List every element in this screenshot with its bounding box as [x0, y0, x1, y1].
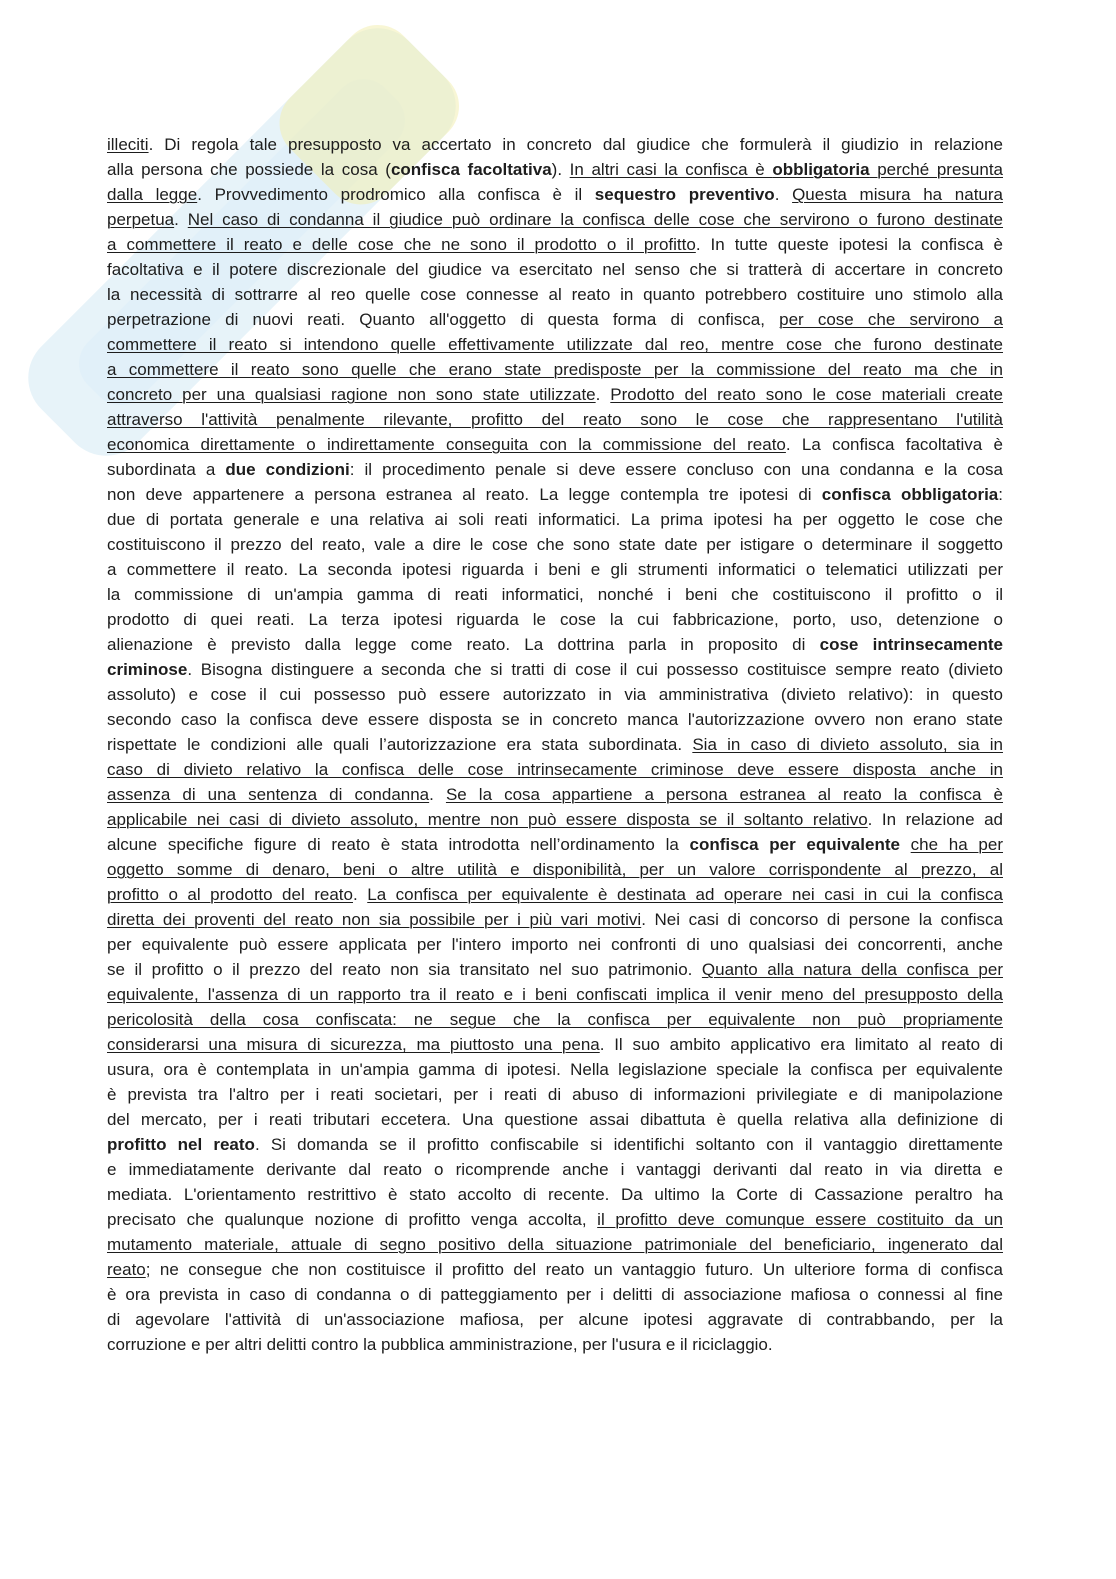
underlined-text: diretta dei proventi del reato non sia possibile per i più vari motivi	[107, 910, 642, 929]
text-run: due di portata generale e una relativa ai soli reati informatici. La prima ipotesi ha per oggetto le cose che	[107, 510, 1003, 529]
text-run: usura, ora è contemplata in un'ampia gamma di ipotesi. Nella legislazione speciale la confisca per equivalente	[107, 1060, 1003, 1079]
text-line	[107, 382, 1003, 407]
text-line	[107, 882, 1003, 907]
text-run: se il profitto o il prezzo del reato non sia transitato nel suo patrimonio.	[107, 960, 702, 979]
text-line	[107, 732, 1003, 757]
text-line	[107, 1307, 1003, 1332]
text-line	[107, 357, 1003, 382]
text-run: costituiscono il prezzo del reato, vale a dire le cose che sono state date per istigare o determinare il soggetto	[107, 535, 1003, 554]
text-line	[107, 532, 1003, 557]
text-run: facoltativa e il potere discrezionale del giudice va esercitato nel senso che si tratterà di accertare in concreto	[107, 260, 1003, 279]
underlined-text: applicabile nei casi di divieto assoluto, mentre non può essere disposta se il soltanto relativo	[107, 810, 868, 829]
underlined-text: a commettere il reato e delle cose che ne sono il prodotto o il profitto	[107, 235, 696, 254]
bold-term: obbligatoria	[772, 160, 870, 179]
text-line	[107, 307, 1003, 332]
text-run: rispettate le condizioni alle quali l’autorizzazione era stata subordinata.	[107, 735, 693, 754]
text-line	[107, 232, 1003, 257]
underlined-text: Prodotto del reato sono le cose materiali create	[610, 385, 1003, 404]
underlined-text: considerarsi una misura di sicurezza, ma piuttosto una pena	[107, 1035, 600, 1054]
text-line	[107, 657, 1003, 682]
text-line	[107, 907, 1003, 932]
text-line	[107, 632, 1003, 657]
text-line	[107, 807, 1003, 832]
text-line	[107, 682, 1003, 707]
text-line	[107, 1082, 1003, 1107]
underlined-text: Questa misura ha natura	[792, 185, 1003, 204]
bold-term: due condizioni	[225, 460, 350, 479]
underlined-text: pericolosità della cosa confiscata: ne segue che la confisca per equivalente non può propriamente	[107, 1010, 1003, 1029]
underlined-text: dalla legge	[107, 185, 198, 204]
underlined-text: che ha per	[910, 835, 1003, 854]
underlined-text: Sia in caso di divieto assoluto, sia in	[692, 735, 1003, 754]
text-line	[107, 607, 1003, 632]
bold-term: confisca per equivalente	[689, 835, 911, 854]
text-line	[107, 257, 1003, 282]
text-run: la necessità di sottrarre al reo quelle cose connesse al reato in quanto potrebbero costituire uno stimolo alla	[107, 285, 1003, 304]
text-line	[107, 457, 1003, 482]
text-line	[107, 707, 1003, 732]
text-run: .	[429, 785, 446, 804]
text-run: . Nei casi di concorso di persone la confisca	[641, 910, 1003, 929]
underlined-text: economica direttamente o indirettamente conseguita con la commissione del reato	[107, 435, 786, 454]
underlined-text: reato	[107, 1260, 146, 1279]
text-line	[107, 432, 1003, 457]
underlined-text: La confisca per equivalente è destinata ad operare nei casi in cui la confisca	[367, 885, 1004, 904]
underlined-text: illeciti	[107, 135, 149, 154]
text-run: .	[595, 385, 611, 404]
text-run: alcune specifiche figure di reato è stata introdotta nell’ordinamento la	[107, 835, 690, 854]
bold-term: criminose	[107, 660, 188, 679]
text-run: alienazione è previsto dalla legge come reato. La dottrina parla in proposito di	[107, 635, 820, 654]
underlined-text: assenza di una sentenza di condanna	[107, 785, 430, 804]
text-line	[107, 1032, 1003, 1057]
text-run: .	[353, 885, 368, 904]
text-run: prodotto di quei reati. La terza ipotesi riguarda le cose la cui fabbricazione, porto, uso, detenzione o	[107, 610, 1003, 629]
text-run: assoluto) e cose il cui possesso può essere autorizzato in via amministrativa (divieto relativo): in questo	[107, 685, 1003, 704]
text-line	[107, 832, 1003, 857]
text-line	[107, 857, 1003, 882]
bold-term: confisca facoltativa	[390, 160, 552, 179]
text-run: secondo caso la confisca deve essere disposta se in concreto manca l'autorizzazione ovvero non erano state	[107, 710, 1003, 729]
text-run: ).	[551, 160, 570, 179]
text-line	[107, 1232, 1003, 1257]
bold-term: confisca obbligatoria	[821, 485, 999, 504]
text-run: a commettere il reato. La seconda ipotesi riguarda i beni e gli strumenti informatici o telematici utilizzati per	[107, 560, 1003, 579]
underlined-text: Quanto alla natura della confisca per	[701, 960, 1003, 979]
underlined-text: a commettere il reato sono quelle che erano state predisposte per la commissione del reato ma che in	[107, 360, 1003, 379]
text-run: . Di regola tale presupposto va accertato in concreto dal giudice che formulerà il giudizio in relazione	[148, 135, 1003, 154]
text-line	[107, 332, 1003, 357]
text-line	[107, 207, 1003, 232]
text-line	[107, 407, 1003, 432]
underlined-text: caso di divieto relativo la confisca delle cose intrinsecamente criminose deve essere disposta anche in	[107, 760, 1003, 779]
text-line	[107, 757, 1003, 782]
underlined-text: mutamento materiale, attuale di segno positivo della situazione patrimoniale del beneficiario, ingenerato dal	[107, 1235, 1003, 1254]
underlined-text: In altri casi la confisca è	[569, 160, 773, 179]
text-run: non deve appartenere a persona estranea al reato. La legge contempla tre ipotesi di	[107, 485, 822, 504]
text-line	[107, 1107, 1003, 1132]
text-run: .	[774, 185, 793, 204]
text-line	[107, 507, 1003, 532]
text-run: subordinata a	[107, 460, 226, 479]
text-run: : il procedimento penale si deve essere concluso con una condanna e la cosa	[349, 460, 1004, 479]
bold-term: profitto nel reato	[107, 1135, 255, 1154]
text-run: di agevolare l'attività di un'associazione mafiosa, per alcune ipotesi aggravate di contrabbando, per la	[107, 1310, 1003, 1329]
text-run: . La confisca facoltativa è	[785, 435, 1003, 454]
text-line	[107, 157, 1003, 182]
text-run: è prevista tra l'altro per i reati societari, per i reati di abuso di informazioni privilegiate e di manipolazione	[107, 1085, 1003, 1104]
text-run: precisato che qualunque nozione di profitto venga accolta,	[107, 1210, 598, 1229]
text-line	[107, 1157, 1003, 1182]
text-run: e immediatamente derivante dal reato o ricomprende anche i vantaggi derivanti dal reato in via diretta e	[107, 1160, 1003, 1179]
document-body	[107, 132, 1003, 1357]
text-run: perpetrazione di nuovi reati. Quanto all'oggetto di questa forma di confisca,	[107, 310, 780, 329]
text-run: la commissione di un'ampia gamma di reati informatici, nonché i beni che costituiscono il profitto o il	[107, 585, 1003, 604]
underlined-text: Nel caso di condanna il giudice può ordinare la confisca delle cose che servirono o furono destinate	[187, 210, 1003, 229]
text-run: . Il suo ambito applicativo era limitato al reato di	[599, 1035, 1004, 1054]
text-run: . Si domanda se il profitto confiscabile si identifichi soltanto con il vantaggio direttamente	[254, 1135, 1003, 1154]
underlined-text: Se la cosa appartiene a persona estranea al reato la confisca è	[445, 785, 1003, 804]
text-run: alla persona che possiede la cosa (	[107, 160, 391, 179]
underlined-text: oggetto somme di denaro, beni o altre utilità e disponibilità, per un valore corrispondente al prezzo, al	[107, 860, 1003, 879]
text-line	[107, 1007, 1003, 1032]
text-run: . Bisogna distinguere a seconda che si tratti di cose il cui possesso costituisce sempre reato (divieto	[187, 660, 1003, 679]
text-line	[107, 1057, 1003, 1082]
text-run: . In tutte queste ipotesi la confisca è	[695, 235, 1003, 254]
underlined-text: commettere il reato si intendono quelle effettivamente utilizzate dal reo, mentre cose che furono destinate	[107, 335, 1003, 354]
text-run: . Provvedimento prodromico alla confisca è il	[197, 185, 595, 204]
underlined-text: attraverso l'attività penalmente rilevante, profitto del reato sono le cose che rappresentano l'utilità	[107, 410, 1003, 429]
text-run: :	[998, 485, 1003, 504]
underlined-text: equivalente, l'assenza di un rapporto tra il reato e i beni confiscati implica il venir meno del presupposto della	[107, 985, 1003, 1004]
underlined-text: perpetua	[107, 210, 175, 229]
text-run: del mercato, per i reati tributari eccetera. Una questione assai dibattuta è quella relativa alla definizione di	[107, 1110, 1003, 1129]
text-run: corruzione e per altri delitti contro la pubblica amministrazione, per l'usura e il riciclaggio.	[107, 1335, 773, 1354]
text-line	[107, 557, 1003, 582]
text-run: è ora prevista in caso di condanna o di patteggiamento per i delitti di associazione mafiosa o connessi al fine	[107, 1285, 1003, 1304]
text-line	[107, 1132, 1003, 1157]
underlined-text: il profitto deve comunque essere costituito da un	[597, 1210, 1003, 1229]
text-line	[107, 932, 1003, 957]
text-line	[107, 1207, 1003, 1232]
text-run: . In relazione ad	[867, 810, 1004, 829]
bold-term: cose intrinsecamente	[819, 635, 1003, 654]
text-line	[107, 132, 1003, 157]
text-line	[107, 782, 1003, 807]
text-line	[107, 282, 1003, 307]
text-line	[107, 582, 1003, 607]
text-line	[107, 957, 1003, 982]
text-run: ; ne consegue che non costituisce il profitto del reato un vantaggio futuro. Un ulteriore forma di confisca	[145, 1260, 1003, 1279]
text-line	[107, 1182, 1003, 1207]
underlined-text: profitto o al prodotto del reato	[107, 885, 353, 904]
text-run: per equivalente può essere applicata per l'intero importo nei confronti di uno qualsiasi dei concorrenti, anche	[107, 935, 1003, 954]
text-line	[107, 1282, 1003, 1307]
bold-term: sequestro preventivo	[594, 185, 775, 204]
underlined-text: concreto per una qualsiasi ragione non sono state utilizzate	[107, 385, 596, 404]
text-line	[107, 482, 1003, 507]
text-run: .	[174, 210, 188, 229]
text-run: mediata. L'orientamento restrittivo è stato accolto di recente. Da ultimo la Corte di Cassazione peraltro ha	[107, 1185, 1003, 1204]
text-line	[107, 182, 1003, 207]
text-line	[107, 1332, 1003, 1357]
underlined-text: per cose che servirono a	[779, 310, 1003, 329]
underlined-text: perché presunta	[869, 160, 1003, 179]
text-line	[107, 982, 1003, 1007]
text-line	[107, 1257, 1003, 1282]
